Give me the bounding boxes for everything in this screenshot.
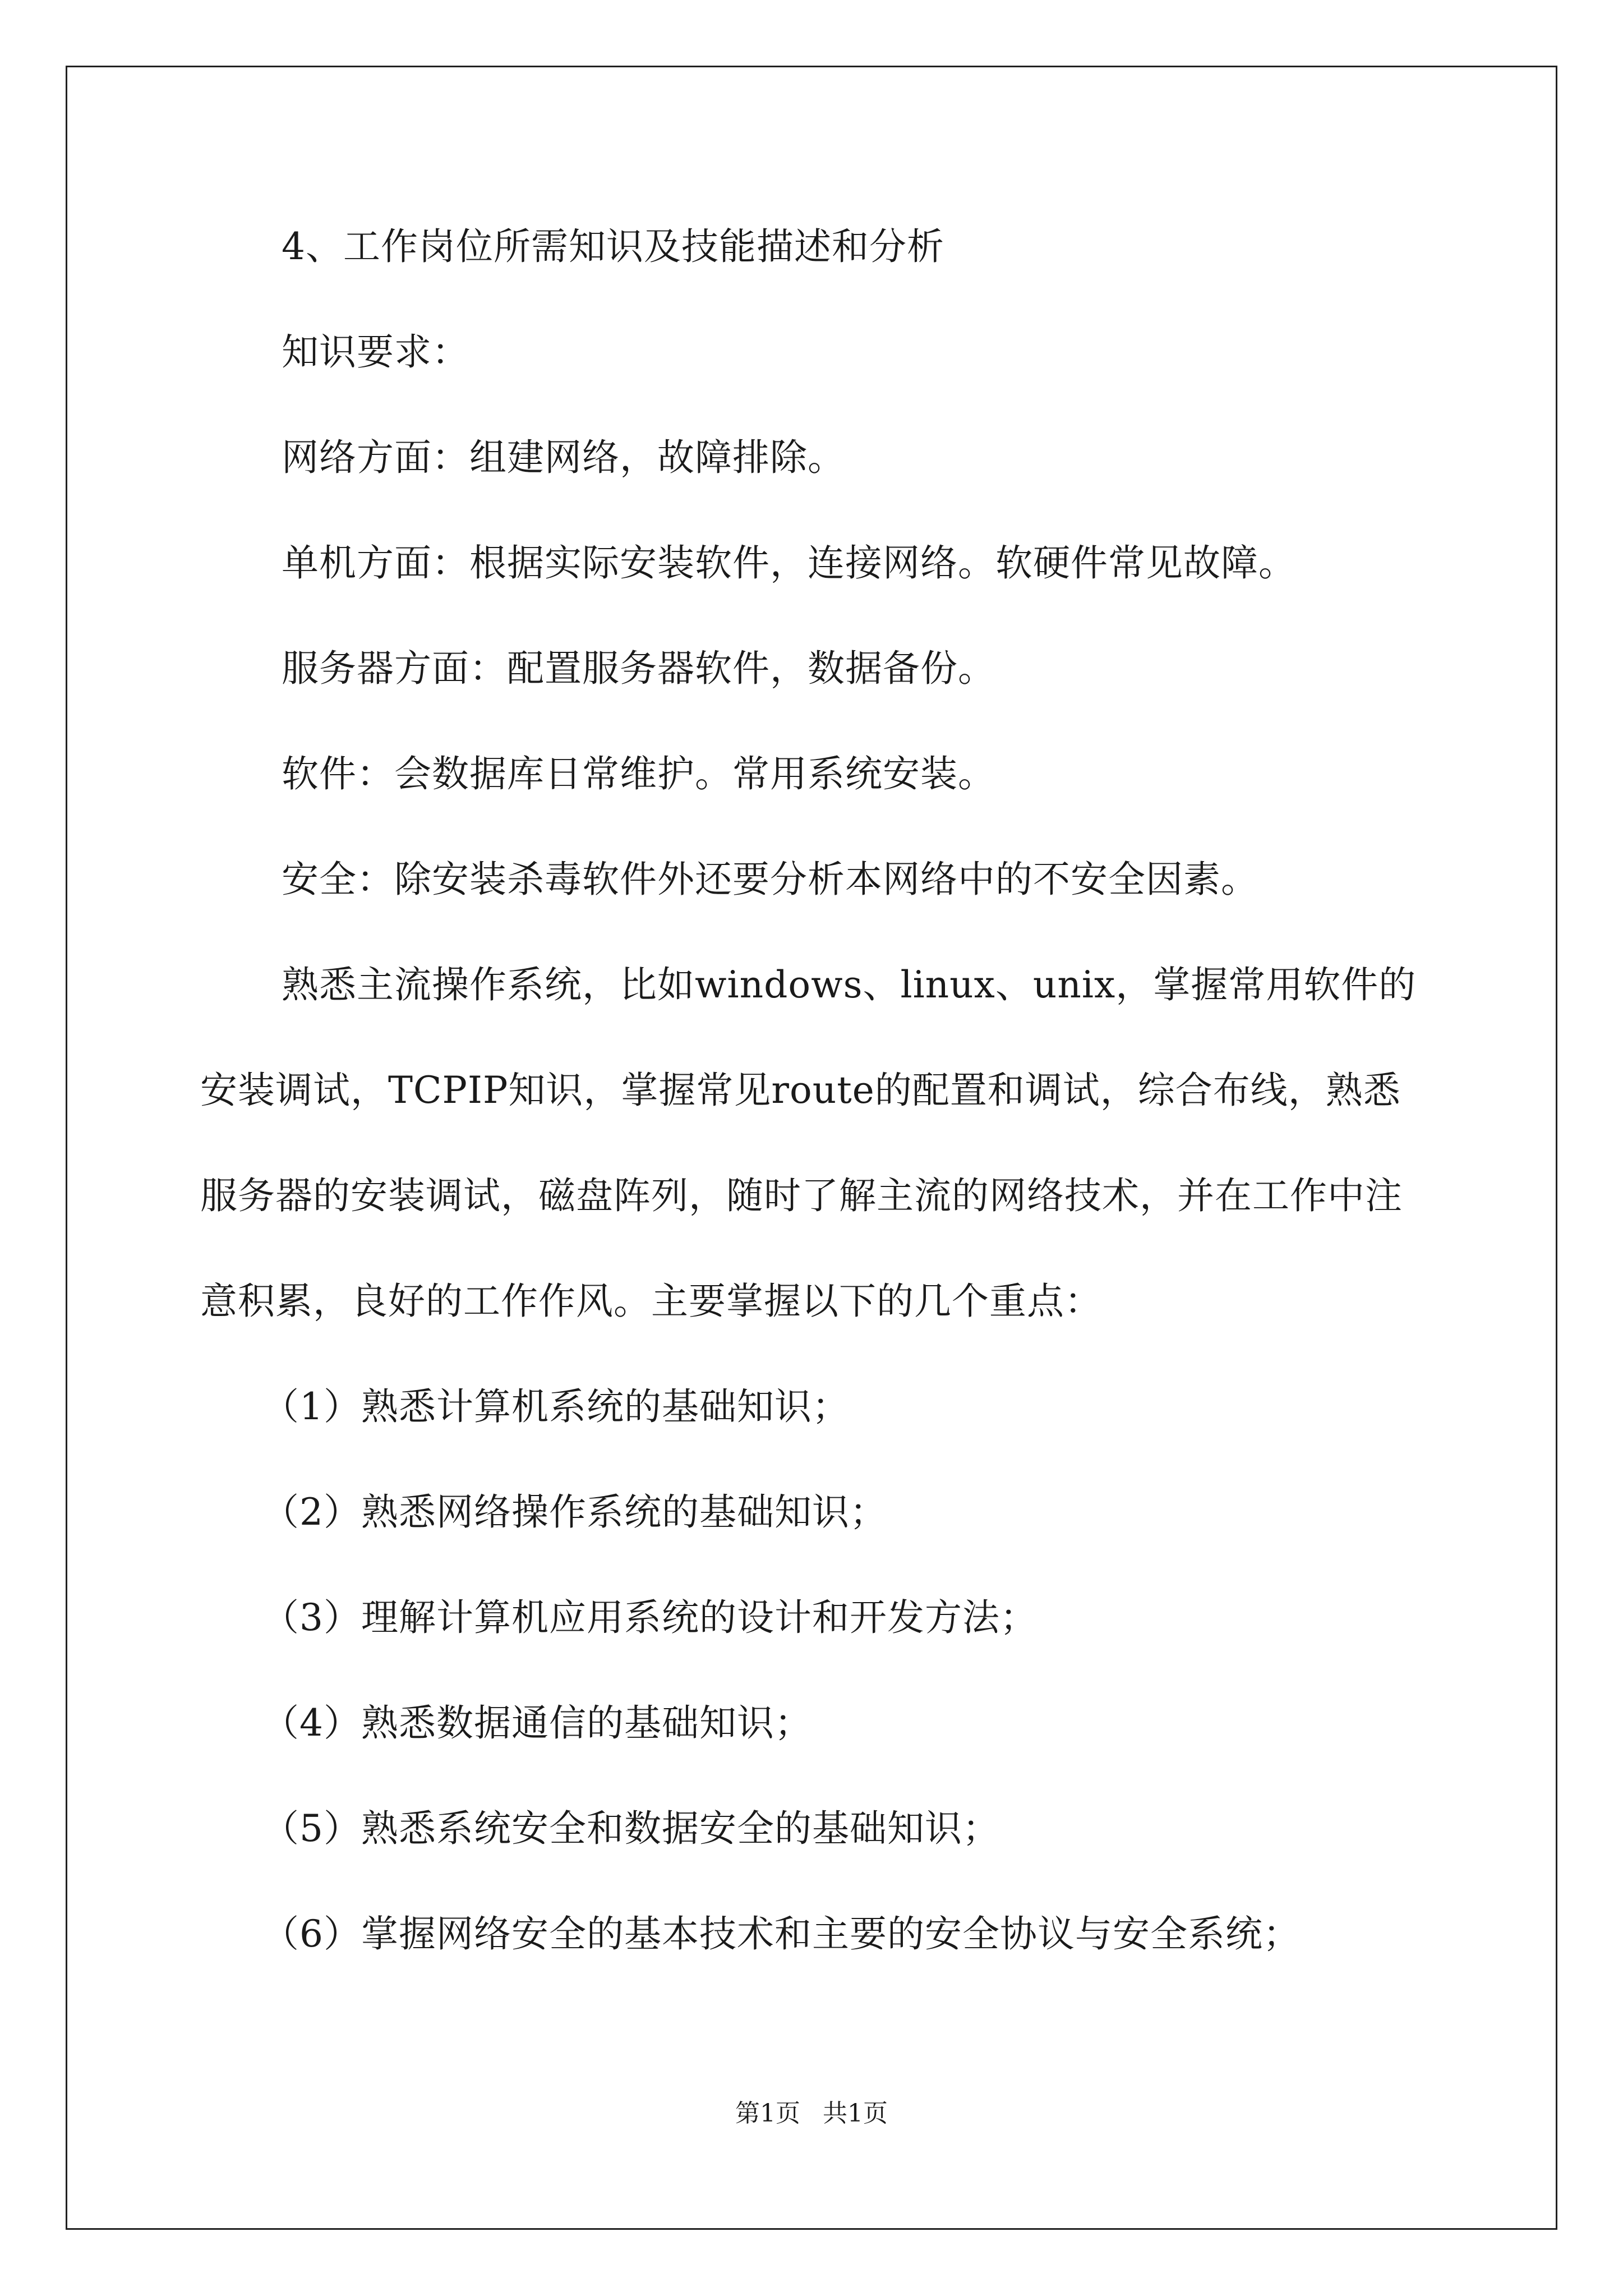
requirement-item: 服务器方面：配置服务器软件，数据备份。 — [282, 647, 995, 690]
requirement-item: 安全：除安装杀毒软件外还要分析本网络中的不安全因素。 — [282, 858, 1258, 901]
page-total: 共1页 — [823, 2099, 888, 2128]
key-point-item: （1）熟悉计算机系统的基础知识； — [262, 1385, 850, 1428]
key-point-item: （6）掌握网络安全的基本技术和主要的安全协议与安全系统； — [262, 1912, 1301, 1955]
requirement-item: 软件：会数据库日常维护。常用系统安装。 — [282, 752, 995, 795]
page-footer — [0, 2097, 1623, 2131]
key-point-item: （2）熟悉网络操作系统的基础知识； — [262, 1490, 887, 1534]
requirement-item: 单机方面：根据实际安装软件，连接网络。软硬件常见故障。 — [282, 541, 1296, 585]
requirement-item: 网络方面：组建网络，故障排除。 — [282, 436, 845, 479]
knowledge-label: 知识要求： — [282, 330, 469, 374]
key-point-item: （3）理解计算机应用系统的设计和开发方法； — [262, 1596, 1038, 1639]
page-number: 第1页 — [735, 2099, 800, 2128]
body-paragraph: 熟悉主流操作系统，比如windows、linux、unix，掌握常用软件的安装调试，TCPIP知识，掌握常见route的配置和调试，综合布线，熟悉服务器的安装调试，磁盘阵列，随时了解主流的网络技术，并在工作中注意积累，良好的工作作风。主要掌握以下的几个重点： — [200, 963, 1417, 1323]
key-point-item: （4）熟悉数据通信的基础知识； — [262, 1701, 812, 1745]
section-heading: 4、工作岗位所需知识及技能描述和分析 — [282, 225, 944, 268]
document-body — [200, 220, 1434, 2013]
key-point-item: （5）熟悉系统安全和数据安全的基础知识； — [262, 1807, 1000, 1850]
key-points-list — [200, 1380, 1434, 1961]
